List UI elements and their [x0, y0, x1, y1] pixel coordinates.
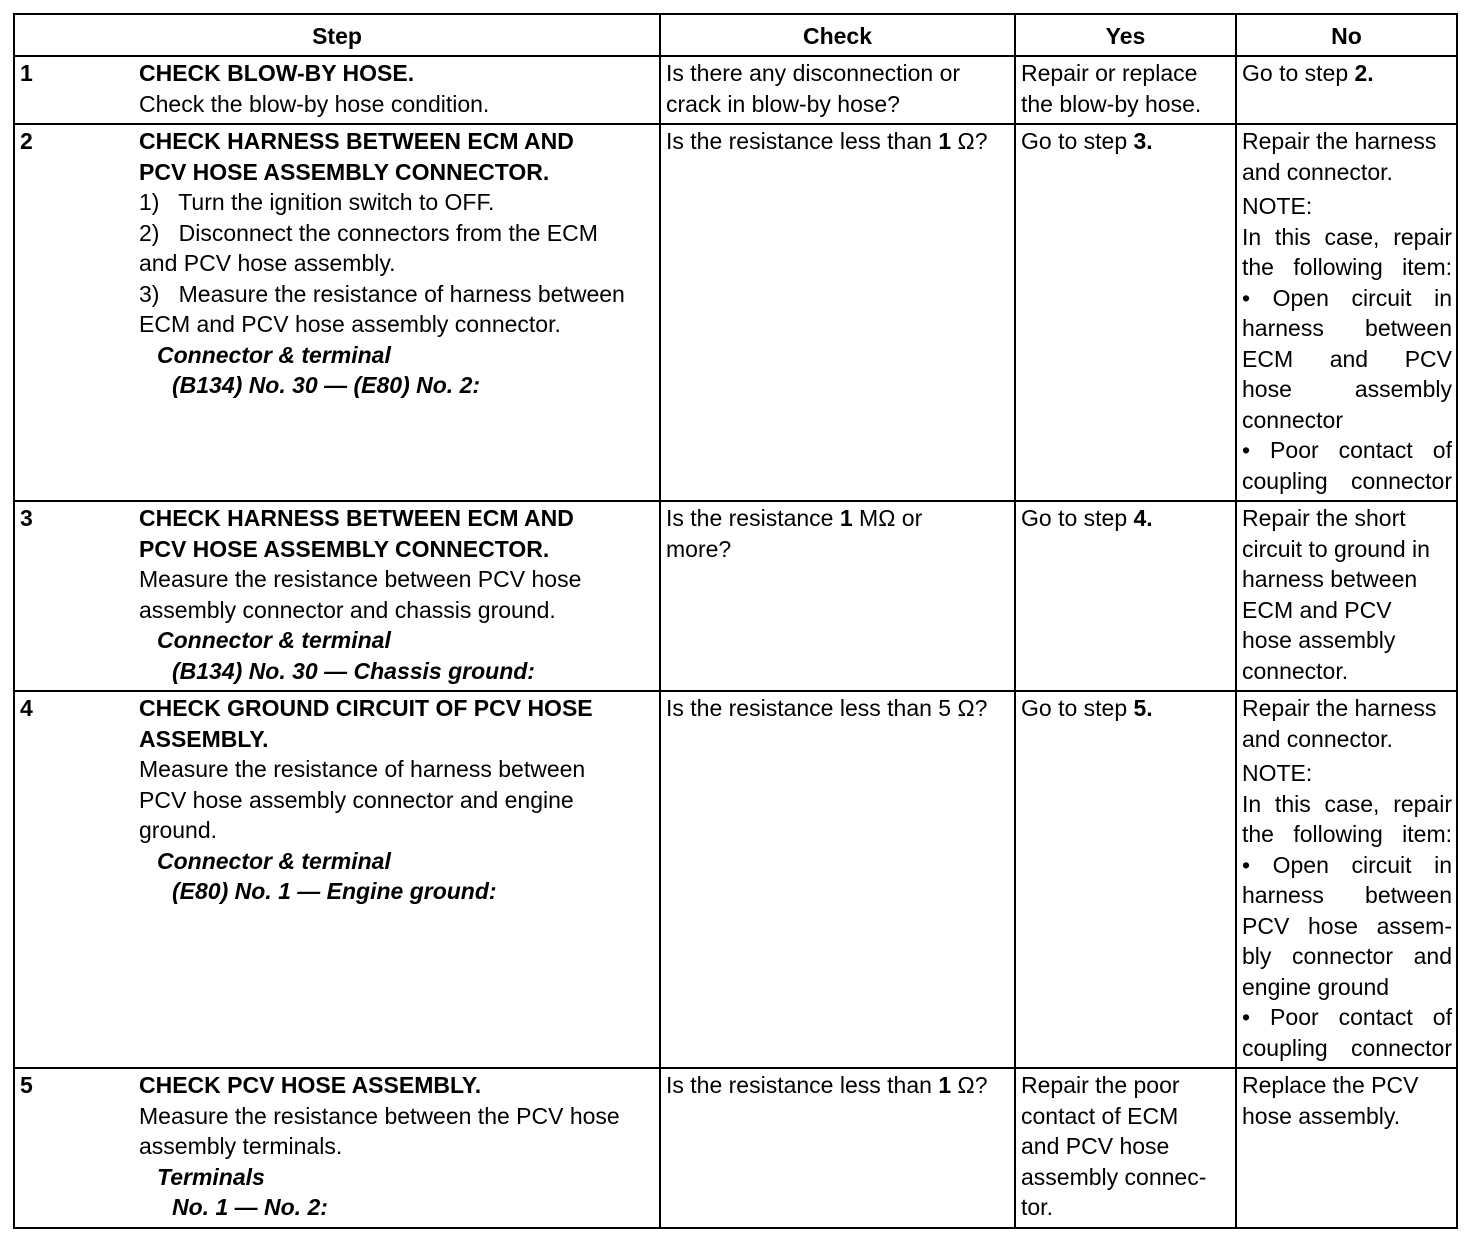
no-cell: [1236, 691, 1457, 1068]
step-title: CHECK HARNESS BETWEEN ECM AND: [139, 505, 574, 531]
step-number: 1: [20, 60, 33, 86]
check-text: Is the resistance: [666, 505, 840, 531]
note-line: hose assembly: [1242, 376, 1452, 402]
connector-terminal-label: Connector & terminal: [157, 847, 391, 874]
header-step: Step: [14, 14, 660, 56]
no-cell: [1236, 501, 1457, 691]
check-text: Is the resistance less than: [666, 128, 939, 154]
yes-line: contact of ECM: [1021, 1102, 1179, 1129]
note-line: bly connector and: [1242, 943, 1452, 969]
yes-line: Repair the poor: [1021, 1072, 1180, 1098]
yes-line: assembly connec-: [1021, 1163, 1207, 1190]
yes-cell: [1015, 501, 1236, 691]
note-line: harness between: [1242, 315, 1452, 341]
header-no: No: [1236, 14, 1457, 56]
check-cell: [660, 1068, 1015, 1228]
note-line: the following item:: [1242, 254, 1452, 280]
note-line: coupling connector: [1242, 1034, 1452, 1061]
header-check: Check: [660, 14, 1015, 56]
yes-cell: [1015, 56, 1236, 124]
yes-text: Go to step: [1021, 695, 1134, 721]
step-cell: [14, 1068, 660, 1228]
yes-cell: [1015, 1068, 1236, 1228]
no-line: and connector.: [1242, 158, 1393, 185]
step-title: CHECK GROUND CIRCUIT OF PCV HOSE: [139, 695, 593, 721]
check-value: 1: [839, 505, 853, 531]
yes-line: and PCV hose: [1021, 1133, 1170, 1159]
connector-terminal-value: (B134) No. 30 — (E80) No. 2:: [172, 372, 481, 398]
table-row: [14, 56, 1457, 124]
yes-cell: [1015, 124, 1236, 501]
no-line: hose assembly.: [1242, 1102, 1401, 1129]
yes-cell: [1015, 691, 1236, 1068]
step-title: CHECK PCV HOSE ASSEMBLY.: [139, 1072, 482, 1098]
note-line: the following item:: [1242, 821, 1452, 847]
step-cell: [14, 56, 660, 124]
connector-terminal-label: Connector & terminal: [157, 341, 391, 368]
no-line: Repair the harness: [1242, 128, 1437, 154]
step-title: PCV HOSE ASSEMBLY CONNECTOR.: [139, 535, 550, 562]
check-cell: [660, 691, 1015, 1068]
no-line: circuit to ground in: [1242, 535, 1430, 562]
note-line: connector: [1242, 406, 1344, 433]
yes-line: Repair or replace: [1021, 60, 1198, 86]
step-body-line: assembly connector and chassis ground.: [139, 596, 556, 623]
connector-terminal-label: Connector & terminal: [157, 627, 391, 653]
step-number: 5: [20, 1072, 33, 1098]
check-cell: [660, 56, 1015, 124]
yes-text: Go to step: [1021, 128, 1134, 154]
check-unit: Ω?: [951, 128, 988, 154]
step-body-line: 2) Disconnect the connectors from the ECM: [139, 219, 598, 246]
check-text: Is the resistance less than: [666, 1072, 939, 1098]
note-line: PCV hose assem-: [1242, 912, 1452, 939]
no-line: Repair the short: [1242, 505, 1406, 531]
step-number: 3: [20, 505, 33, 531]
no-line: ECM and PCV: [1242, 596, 1392, 623]
step-cell: [14, 691, 660, 1068]
no-cell: [1236, 1068, 1457, 1228]
step-number: 4: [20, 695, 33, 721]
step-body-line: Measure the resistance between the PCV hose: [139, 1102, 620, 1129]
no-line: hose assembly: [1242, 627, 1396, 653]
step-title: CHECK BLOW-BY HOSE.: [139, 60, 415, 86]
note-line: • Open circuit in: [1242, 851, 1452, 878]
note-line: engine ground: [1242, 973, 1390, 1000]
yes-step-ref: 3.: [1133, 128, 1153, 154]
no-line: harness between: [1242, 566, 1418, 592]
check-line: Is there any disconnection or: [666, 60, 961, 86]
no-step-ref: 2.: [1354, 60, 1374, 86]
yes-text: Go to step: [1021, 505, 1134, 531]
step-cell: [14, 501, 660, 691]
table-row: [14, 1068, 1457, 1228]
step-title: ASSEMBLY.: [139, 725, 269, 752]
no-cell: [1236, 56, 1457, 124]
step-body-line: 3) Measure the resistance of harness between: [139, 280, 625, 307]
step-body-line: Measure the resistance of harness between: [139, 756, 586, 782]
diagnostic-table: [13, 13, 1458, 1229]
note-line: • Open circuit in: [1242, 284, 1452, 311]
check-value: 1: [938, 1072, 952, 1098]
step-body-line: ECM and PCV hose assembly connector.: [139, 311, 561, 337]
no-line: and connector.: [1242, 725, 1393, 752]
step-body-line: ground.: [139, 817, 218, 843]
no-line: Repair the harness: [1242, 695, 1437, 721]
check-line: more?: [666, 535, 732, 562]
check-value: 1: [938, 128, 952, 154]
step-body-line: and PCV hose assembly.: [139, 250, 396, 276]
no-text: Go to step: [1242, 60, 1355, 86]
no-cell: [1236, 124, 1457, 501]
step-body-line: 1) Turn the ignition switch to OFF.: [139, 189, 495, 215]
yes-line: tor.: [1021, 1194, 1053, 1220]
step-title: CHECK HARNESS BETWEEN ECM AND: [139, 128, 574, 154]
note-line: coupling connector: [1242, 467, 1452, 494]
yes-line: the blow-by hose.: [1021, 90, 1202, 117]
terminals-label: Terminals: [157, 1163, 265, 1190]
step-body-line: Measure the resistance between PCV hose: [139, 566, 582, 592]
check-line: crack in blow-by hose?: [666, 90, 900, 117]
note-line: harness between: [1242, 882, 1452, 908]
table-row: [14, 124, 1457, 501]
step-body-line: assembly terminals.: [139, 1133, 343, 1159]
check-unit: Ω?: [951, 1072, 988, 1098]
step-body-line: PCV hose assembly connector and engine: [139, 786, 574, 813]
header-yes: Yes: [1015, 14, 1236, 56]
step-cell: [14, 124, 660, 501]
note-line: In this case, repair: [1242, 790, 1452, 817]
check-cell: [660, 501, 1015, 691]
note-label: NOTE:: [1242, 193, 1313, 219]
table-row: [14, 501, 1457, 691]
check-cell: [660, 124, 1015, 501]
terminals-value: No. 1 — No. 2:: [172, 1194, 328, 1220]
header-row: [14, 14, 1457, 56]
step-title: PCV HOSE ASSEMBLY CONNECTOR.: [139, 158, 550, 185]
check-unit: MΩ or: [852, 505, 923, 531]
step-number: 2: [20, 128, 33, 154]
check-text: Is the resistance less than 5 Ω?: [666, 695, 988, 721]
no-line: Replace the PCV: [1242, 1072, 1419, 1098]
connector-terminal-value: (B134) No. 30 — Chassis ground:: [172, 657, 535, 684]
table-row: [14, 691, 1457, 1068]
yes-step-ref: 4.: [1133, 505, 1153, 531]
note-label: NOTE:: [1242, 760, 1313, 786]
note-line: • Poor contact of: [1242, 437, 1452, 463]
note-line: ECM and PCV: [1242, 345, 1452, 372]
note-line: In this case, repair: [1242, 223, 1452, 250]
yes-step-ref: 5.: [1133, 695, 1153, 721]
note-line: • Poor contact of: [1242, 1004, 1452, 1030]
step-body-line: Check the blow-by hose condition.: [139, 90, 490, 117]
no-line: connector.: [1242, 657, 1349, 684]
connector-terminal-value: (E80) No. 1 — Engine ground:: [172, 878, 497, 904]
